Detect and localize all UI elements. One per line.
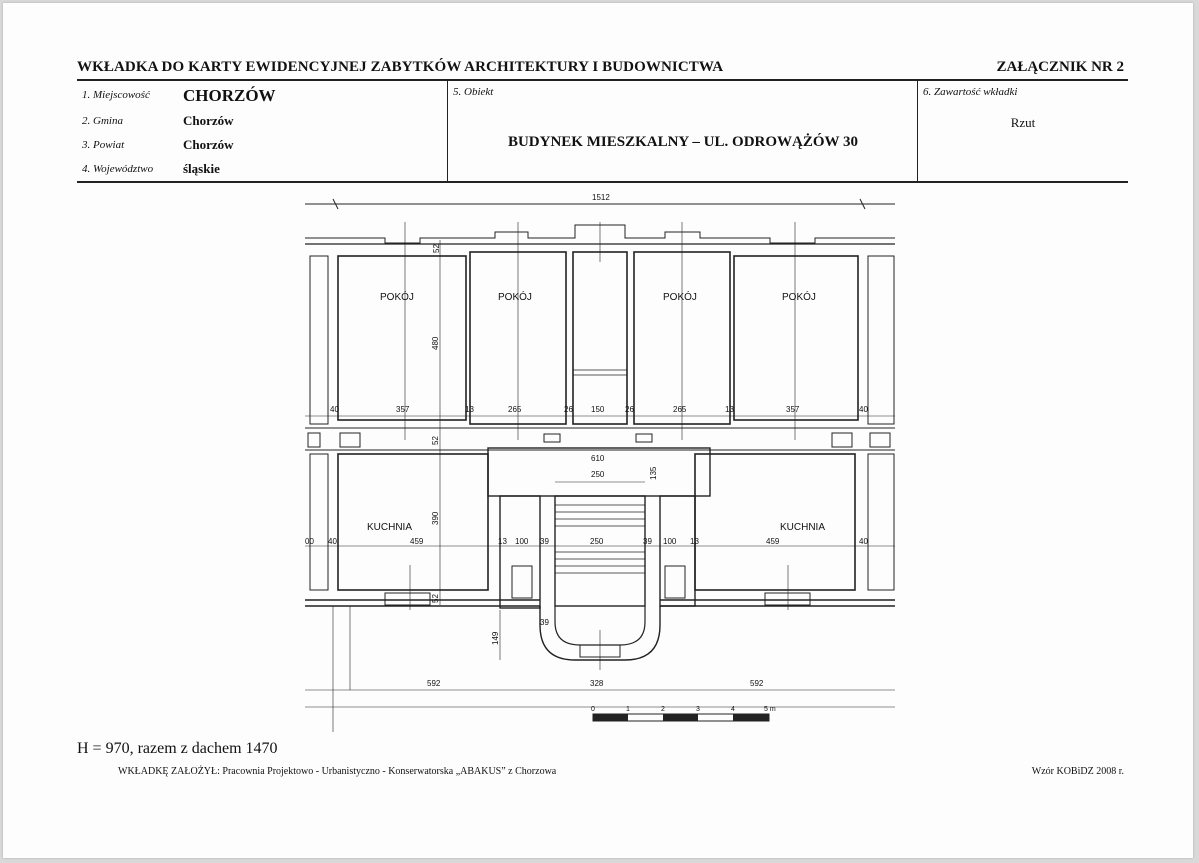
dim-40-left-bottom: 40	[328, 537, 337, 546]
dim-total-width: 1512	[592, 193, 610, 202]
dim-wall-52-top: 52	[432, 244, 441, 253]
dim-250-top: 250	[591, 470, 605, 479]
room-label-pokoj-2: POKÓJ	[498, 292, 532, 303]
dim-357-left: 357	[396, 405, 410, 414]
room-label-pokoj-3: POKÓJ	[663, 292, 697, 303]
document-title: WKŁADKA DO KARTY EWIDENCYJNEJ ZABYTKÓW ARCHITEKTURY I BUDOWNICTWA	[77, 59, 724, 75]
powiat-label: 3. Powiat	[82, 139, 125, 151]
scale-label-4: 4	[731, 706, 735, 713]
room-label-kuchnia-1: KUCHNIA	[367, 522, 413, 533]
dim-39-right: 39	[643, 537, 652, 546]
scale-label-5: 5 m	[764, 706, 776, 713]
scale-bar	[591, 706, 776, 721]
obiekt-value: BUDYNEK MIESZKALNY – UL. ODROWĄŻÓW 30	[507, 134, 859, 150]
dim-wall-52-mid: 52	[431, 436, 440, 445]
dim-357-right: 357	[786, 405, 800, 414]
dim-13-right-bottom: 13	[690, 537, 699, 546]
dim-height-390: 390	[431, 511, 440, 525]
scale-label-2: 2	[661, 706, 665, 713]
room-label-pokoj-1: POKÓJ	[380, 292, 414, 303]
wojewodztwo-value: śląskie	[183, 161, 220, 176]
dim-39-bay: 39	[540, 618, 549, 627]
dim-265-right: 265	[673, 405, 687, 414]
obiekt-label: 5. Obiekt	[453, 86, 494, 98]
founded-by: WKŁADKĘ ZAŁOŻYŁ: Pracownia Projektowo - Urbanistyczno - Konserwatorska „ABAKUS” z Chorzowa	[118, 766, 557, 777]
dim-328: 328	[590, 679, 604, 688]
dim-26-left: 26	[564, 405, 573, 414]
dim-40-left-top: 40	[330, 405, 339, 414]
powiat-value: Chorzów	[183, 137, 234, 152]
room-label-pokoj-4: POKÓJ	[782, 292, 816, 303]
dim-39-left: 39	[540, 537, 549, 546]
dim-135: 135	[649, 466, 658, 480]
dim-13-left-top: 13	[465, 405, 474, 414]
dim-wall-52-bottom: 52	[431, 594, 440, 603]
miejscowosc-value: CHORZÓW	[183, 86, 276, 105]
dim-26-right: 26	[625, 405, 634, 414]
dim-610: 610	[591, 454, 605, 463]
dim-height-480: 480	[431, 336, 440, 350]
wojewodztwo-label: 4. Województwo	[82, 163, 154, 175]
dim-13-right-top: 13	[725, 405, 734, 414]
dim-100-left: 100	[515, 537, 529, 546]
dim-459-left: 459	[410, 537, 424, 546]
zawartosc-value: Rzut	[1010, 115, 1036, 130]
dim-592-right: 592	[750, 679, 764, 688]
gmina-label: 2. Gmina	[82, 115, 123, 127]
dim-40-right-bottom: 40	[859, 537, 868, 546]
dim-00: 00	[305, 537, 314, 546]
dim-459-right: 459	[766, 537, 780, 546]
dim-150: 150	[591, 405, 605, 414]
zawartosc-label: 6. Zawartość wkładki	[923, 86, 1018, 98]
dim-40-right-top: 40	[859, 405, 868, 414]
miejscowosc-label: 1. Miejscowość	[82, 89, 150, 101]
scale-label-3: 3	[696, 706, 700, 713]
template-note: Wzór KOBiDZ 2008 r.	[1031, 766, 1124, 777]
dim-149: 149	[491, 631, 500, 645]
dim-13-left-bottom: 13	[498, 537, 507, 546]
dim-250-mid: 250	[590, 537, 604, 546]
room-label-kuchnia-2: KUCHNIA	[780, 522, 826, 533]
dim-100-right: 100	[663, 537, 677, 546]
dim-592-left: 592	[427, 679, 441, 688]
dim-265-left: 265	[508, 405, 522, 414]
scale-label-0: 0	[591, 706, 595, 713]
height-note: H = 970, razem z dachem 1470	[77, 740, 278, 757]
scale-label-1: 1	[626, 706, 630, 713]
annex-label: ZAŁĄCZNIK NR 2	[996, 59, 1124, 75]
gmina-value: Chorzów	[183, 113, 234, 128]
